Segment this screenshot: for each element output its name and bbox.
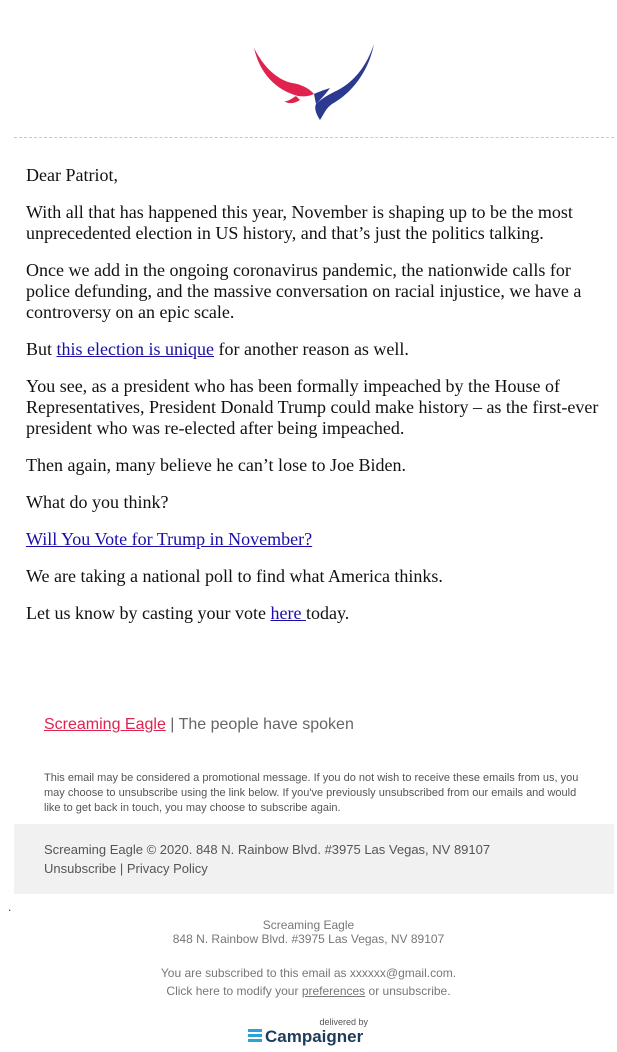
promo-notice: This email may be considered a promotional message. If you do not wish to receive these emails from us, you may choose to unsubscribe using the link below. If you've previously unsubscribed from our emails and would like to get back in touch, you may choose to subscribe again. <box>44 772 579 814</box>
paragraph-7: We are taking a national poll to find what America thinks. <box>26 566 443 586</box>
unsubscribe-link[interactable]: Unsubscribe <box>44 861 117 876</box>
paragraph-1: With all that has happened this year, November is shaping up to be the most unprecedented election in US history, and that’s just the politics talking. <box>26 202 573 243</box>
campaigner-org: Screaming Eagle <box>262 918 355 932</box>
eagle-logo-icon <box>254 44 374 122</box>
election-unique-link[interactable]: this election is unique <box>56 339 214 359</box>
preferences-link[interactable]: preferences <box>301 984 366 998</box>
paragraph-4: You see, as a president who has been formally impeached by the House of Representatives, President Donald Trump could make history – as the first-ever president who was re-elected after being impeached. <box>26 376 599 438</box>
paragraph-3: But this election is unique for another reason as well. <box>26 339 409 359</box>
privacy-policy-link[interactable]: Privacy Policy <box>126 861 208 876</box>
campaigner-address: 848 N. Rainbow Blvd. #3975 Las Vegas, NV 89107 <box>172 932 445 946</box>
paragraph-2: Once we add in the ongoing coronavirus pandemic, the nationwide calls for police defunding, and the massive conversation on racial injustice, we have a controversy on an epic scale. <box>26 260 582 322</box>
stray-dot: . <box>8 900 12 914</box>
campaigner-footer <box>0 918 617 998</box>
brand-tagline: Screaming Eagle | The people have spoken <box>44 716 354 733</box>
vote-here-link[interactable]: here <box>270 603 306 623</box>
campaigner-logo-icon <box>248 1029 262 1042</box>
footer-box <box>14 824 614 894</box>
badge-brand: Campaigner <box>265 1027 364 1046</box>
cta-paragraph <box>26 529 604 550</box>
modify-preferences: Click here to modify your preferences or unsubscribe. <box>166 984 451 998</box>
paragraph-8: Let us know by casting your vote here today. <box>26 603 350 623</box>
vote-poll-link[interactable]: Will You Vote for Trump in November? <box>26 529 313 549</box>
brand-link[interactable]: Screaming Eagle <box>44 716 166 733</box>
campaigner-badge[interactable] <box>246 1016 372 1046</box>
paragraph-5: Then again, many believe he can’t lose to Joe Biden. <box>26 455 407 475</box>
greeting: Dear Patriot, <box>26 165 118 185</box>
footer-links: Unsubscribe | Privacy Policy <box>44 861 208 876</box>
paragraph-6: What do you think? <box>26 492 169 512</box>
header-divider <box>14 137 614 138</box>
letter-body <box>26 165 604 640</box>
subscribed-notice: You are subscribed to this email as xxxxxx@gmail.com. <box>160 966 457 980</box>
badge-delivered-by: delivered by <box>319 1017 368 1027</box>
footer-address: Screaming Eagle © 2020. 848 N. Rainbow Blvd. #3975 Las Vegas, NV 89107 <box>44 842 491 857</box>
